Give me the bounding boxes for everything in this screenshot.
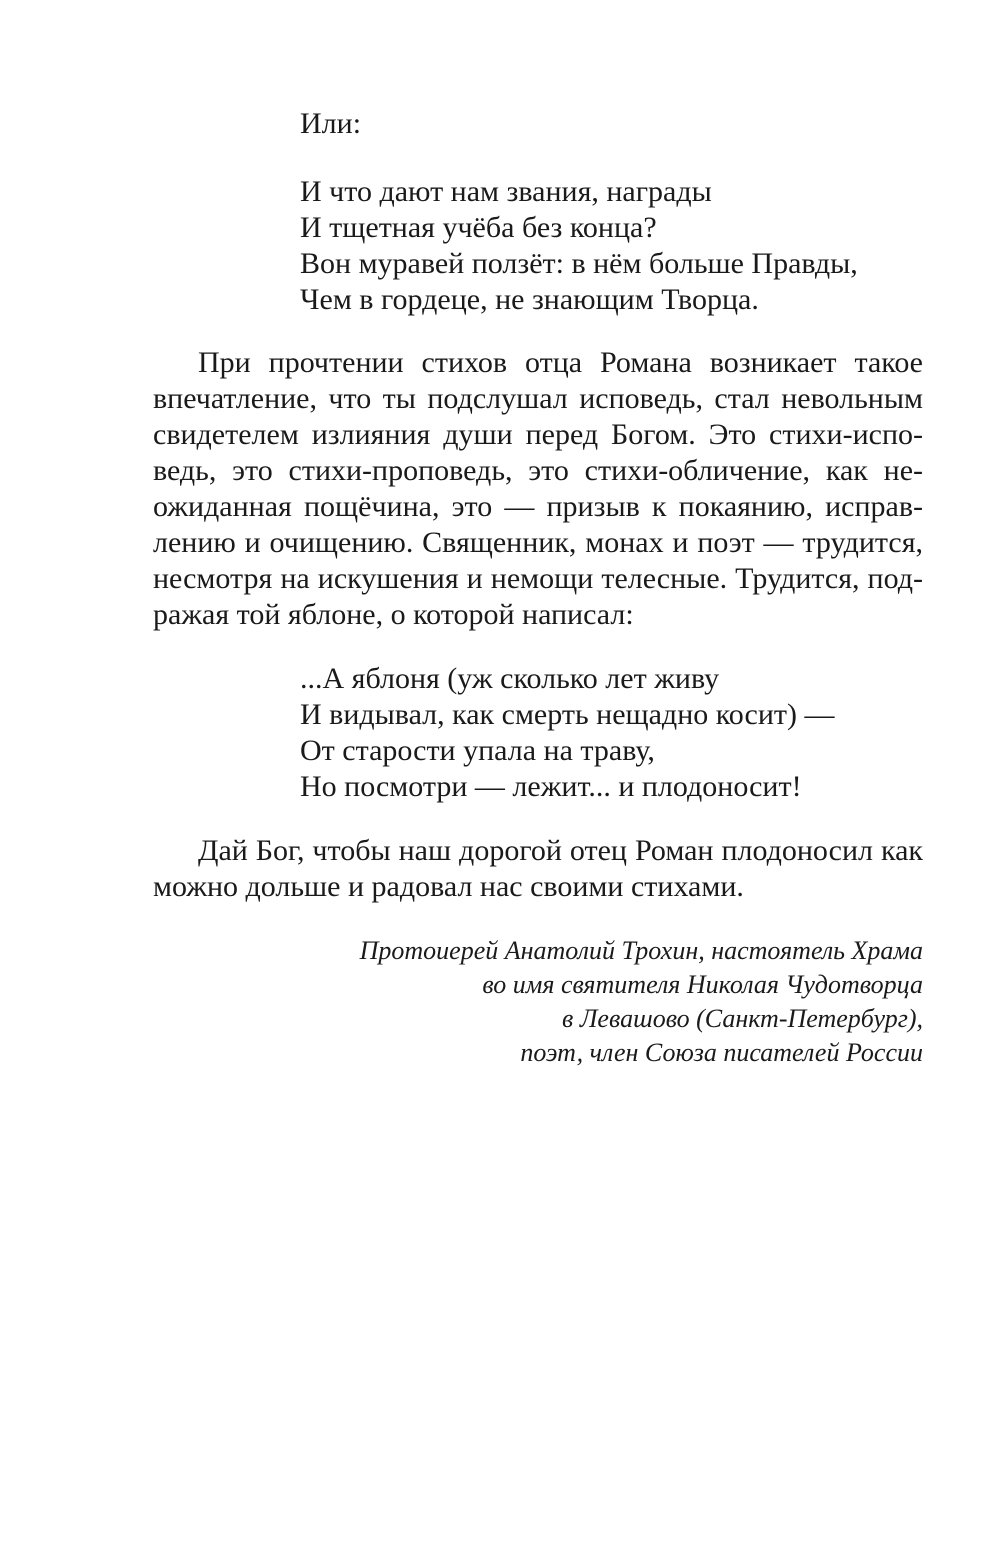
paragraph-1-line: ожиданная пощёчина, это — призыв к покаянию, исправ- xyxy=(153,490,923,523)
paragraph-1-line: лению и очищению. Священник, монах и поэт — трудится, xyxy=(153,526,923,559)
signature-line: во имя святителя Николая Чудотворца xyxy=(482,970,923,999)
poem-1-line: И что дают нам звания, награды xyxy=(300,175,712,208)
paragraph-1-line: При прочтении стихов отца Романа возникает такое xyxy=(198,346,923,379)
paragraph-2-line: можно дольше и радовал нас своими стихами. xyxy=(153,870,744,903)
poem-1-line: Вон муравей ползёт: в нём больше Правды, xyxy=(300,247,858,280)
signature-line: в Левашово (Санкт-Петербург), xyxy=(562,1004,923,1033)
paragraph-2-line: Дай Бог, чтобы наш дорогой отец Роман плодоносил как xyxy=(198,834,923,867)
paragraph-1-line: свидетелем излияния души перед Богом. Это стихи-испо- xyxy=(153,418,923,451)
poem-2-line: И видывал, как смерть нещадно косит) — xyxy=(300,698,835,731)
poem-2-line: От старости упала на траву, xyxy=(300,734,655,767)
poem-1-line: Чем в гордеце, не знающим Творца. xyxy=(300,283,759,316)
signature-line: поэт, член Союза писателей России xyxy=(520,1038,923,1067)
paragraph-1-line: несмотря на искушения и немощи телесные. Трудится, под- xyxy=(153,562,923,595)
paragraph-1-line: ведь, это стихи-проповедь, это стихи-обличение, как не- xyxy=(153,454,923,487)
poem-2-line: Но посмотри — лежит... и плодоносит! xyxy=(300,770,802,803)
paragraph-1-line: впечатление, что ты подслушал исповедь, стал невольным xyxy=(153,382,923,415)
intro-text: Или: xyxy=(300,107,362,140)
signature-line: Протоиерей Анатолий Трохин, настоятель Храма xyxy=(359,936,923,965)
poem-1-line: И тщетная учёба без конца? xyxy=(300,211,657,244)
paragraph-1-line: ражая той яблоне, о которой написал: xyxy=(153,598,634,631)
poem-2-line: ...А яблоня (уж сколько лет живу xyxy=(300,662,720,695)
